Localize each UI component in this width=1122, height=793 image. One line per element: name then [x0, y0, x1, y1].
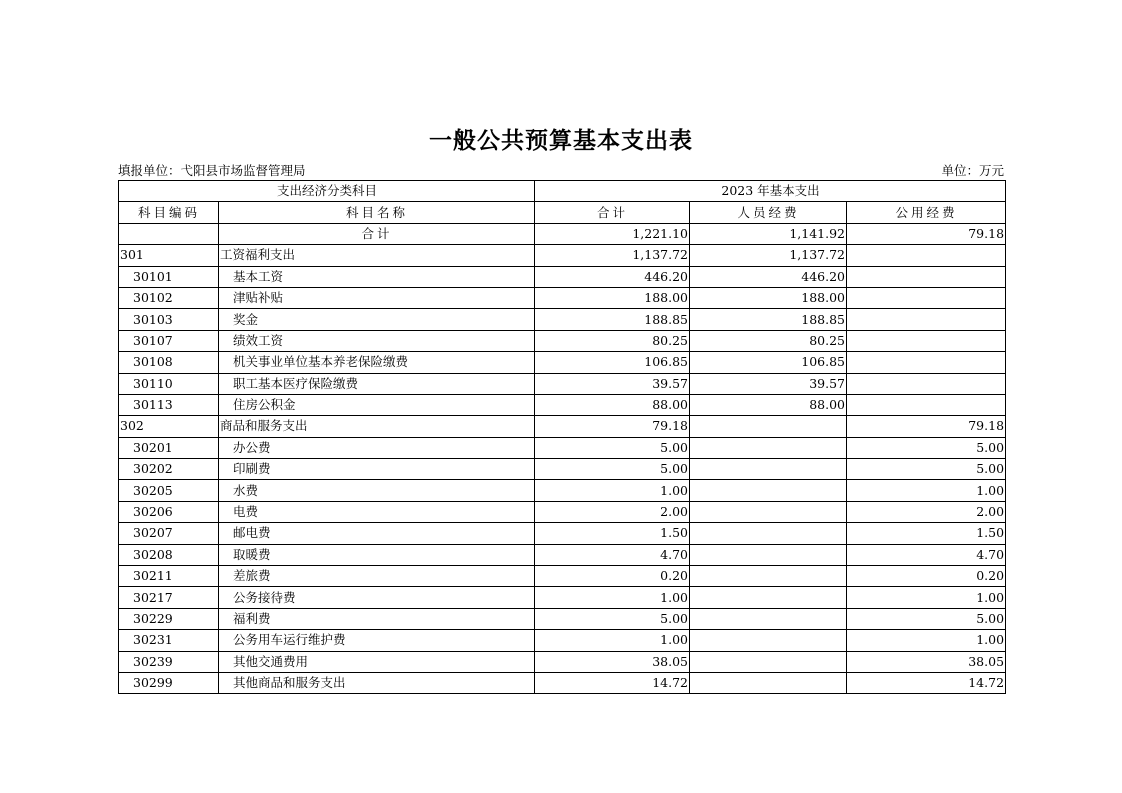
row-name: 水费	[219, 480, 535, 501]
header-personnel: 人员经费	[690, 202, 847, 223]
row-total: 188.00	[535, 287, 690, 308]
row-name: 商品和服务支出	[219, 416, 535, 437]
row-code: 30108	[119, 352, 219, 373]
row-personnel	[690, 459, 847, 480]
row-name: 职工基本医疗保险缴费	[219, 373, 535, 394]
total-code-cell	[119, 223, 219, 244]
total-public: 79.18	[847, 223, 1006, 244]
row-total: 446.20	[535, 266, 690, 287]
table-row	[119, 416, 1006, 437]
row-code: 30205	[119, 480, 219, 501]
row-code: 30113	[119, 394, 219, 415]
header-row-group	[119, 181, 1006, 202]
row-code: 30201	[119, 437, 219, 458]
row-total: 1.00	[535, 480, 690, 501]
row-name: 机关事业单位基本养老保险缴费	[219, 352, 535, 373]
row-personnel	[690, 416, 847, 437]
row-total: 0.20	[535, 566, 690, 587]
row-public	[847, 309, 1006, 330]
row-total: 39.57	[535, 373, 690, 394]
row-public	[847, 330, 1006, 351]
row-personnel	[690, 587, 847, 608]
header-row-columns	[119, 202, 1006, 223]
table-row	[119, 373, 1006, 394]
row-code: 30103	[119, 309, 219, 330]
row-total: 79.18	[535, 416, 690, 437]
row-code: 30229	[119, 608, 219, 629]
table-row	[119, 587, 1006, 608]
total-personnel: 1,141.92	[690, 223, 847, 244]
row-code: 30211	[119, 566, 219, 587]
header-code: 科目编码	[119, 202, 219, 223]
row-code: 30110	[119, 373, 219, 394]
row-public	[847, 394, 1006, 415]
header-economic-classification: 支出经济分类科目	[119, 181, 535, 202]
reporting-unit: 填报单位：弋阳县市场监督管理局	[118, 163, 306, 178]
row-personnel: 188.00	[690, 287, 847, 308]
row-name: 福利费	[219, 608, 535, 629]
row-personnel: 39.57	[690, 373, 847, 394]
row-public: 38.05	[847, 651, 1006, 672]
row-total: 1,137.72	[535, 245, 690, 266]
table-row	[119, 394, 1006, 415]
row-personnel	[690, 672, 847, 693]
row-code: 30102	[119, 287, 219, 308]
row-total: 88.00	[535, 394, 690, 415]
row-total: 5.00	[535, 608, 690, 629]
row-personnel: 1,137.72	[690, 245, 847, 266]
table-row	[119, 651, 1006, 672]
row-code: 30217	[119, 587, 219, 608]
row-public	[847, 352, 1006, 373]
row-public: 1.50	[847, 523, 1006, 544]
row-personnel	[690, 651, 847, 672]
header-total: 合计	[535, 202, 690, 223]
table-row	[119, 501, 1006, 522]
table-row	[119, 245, 1006, 266]
total-amount: 1,221.10	[535, 223, 690, 244]
row-personnel: 106.85	[690, 352, 847, 373]
row-name: 绩效工资	[219, 330, 535, 351]
table-row	[119, 459, 1006, 480]
row-name: 基本工资	[219, 266, 535, 287]
row-name: 其他商品和服务支出	[219, 672, 535, 693]
row-code: 30107	[119, 330, 219, 351]
row-total: 38.05	[535, 651, 690, 672]
row-personnel	[690, 523, 847, 544]
row-name: 印刷费	[219, 459, 535, 480]
row-public: 1.00	[847, 630, 1006, 651]
table-row	[119, 672, 1006, 693]
page-title: 一般公共预算基本支出表	[429, 128, 693, 154]
row-name: 差旅费	[219, 566, 535, 587]
row-name: 邮电费	[219, 523, 535, 544]
total-label: 合计	[219, 223, 535, 244]
row-total: 14.72	[535, 672, 690, 693]
table-row	[119, 608, 1006, 629]
row-personnel	[690, 566, 847, 587]
total-row	[119, 223, 1006, 244]
row-public: 2.00	[847, 501, 1006, 522]
row-name: 办公费	[219, 437, 535, 458]
row-public	[847, 287, 1006, 308]
row-public	[847, 373, 1006, 394]
table-row	[119, 480, 1006, 501]
currency-unit: 单位：万元	[941, 163, 1004, 178]
row-code: 30299	[119, 672, 219, 693]
row-code: 30101	[119, 266, 219, 287]
table-row	[119, 437, 1006, 458]
row-total: 1.50	[535, 523, 690, 544]
table-row	[119, 352, 1006, 373]
row-public: 5.00	[847, 459, 1006, 480]
row-public: 4.70	[847, 544, 1006, 565]
row-name: 公务用车运行维护费	[219, 630, 535, 651]
row-name: 取暖费	[219, 544, 535, 565]
table-row	[119, 287, 1006, 308]
row-total: 5.00	[535, 459, 690, 480]
row-code: 302	[119, 416, 219, 437]
row-personnel	[690, 608, 847, 629]
table-row	[119, 266, 1006, 287]
table-row	[119, 544, 1006, 565]
row-name: 津贴补贴	[219, 287, 535, 308]
row-personnel	[690, 480, 847, 501]
table-row	[119, 523, 1006, 544]
row-total: 188.85	[535, 309, 690, 330]
row-total: 106.85	[535, 352, 690, 373]
row-code: 30202	[119, 459, 219, 480]
row-public: 5.00	[847, 437, 1006, 458]
row-name: 奖金	[219, 309, 535, 330]
row-code: 301	[119, 245, 219, 266]
row-name: 工资福利支出	[219, 245, 535, 266]
row-code: 30239	[119, 651, 219, 672]
row-name: 其他交通费用	[219, 651, 535, 672]
table-row	[119, 330, 1006, 351]
row-public: 79.18	[847, 416, 1006, 437]
row-public: 1.00	[847, 480, 1006, 501]
row-name: 住房公积金	[219, 394, 535, 415]
row-total: 5.00	[535, 437, 690, 458]
row-personnel	[690, 544, 847, 565]
row-name: 公务接待费	[219, 587, 535, 608]
budget-table	[118, 180, 1006, 694]
row-code: 30206	[119, 501, 219, 522]
row-personnel: 188.85	[690, 309, 847, 330]
row-public: 5.00	[847, 608, 1006, 629]
row-personnel	[690, 501, 847, 522]
row-total: 1.00	[535, 587, 690, 608]
row-total: 1.00	[535, 630, 690, 651]
table-row	[119, 309, 1006, 330]
row-public	[847, 245, 1006, 266]
header-name: 科目名称	[219, 202, 535, 223]
row-total: 80.25	[535, 330, 690, 351]
row-personnel: 88.00	[690, 394, 847, 415]
row-personnel	[690, 630, 847, 651]
table-row	[119, 630, 1006, 651]
header-public: 公用经费	[847, 202, 1006, 223]
row-personnel	[690, 437, 847, 458]
row-public: 14.72	[847, 672, 1006, 693]
row-public	[847, 266, 1006, 287]
table-row	[119, 566, 1006, 587]
row-name: 电费	[219, 501, 535, 522]
row-personnel: 80.25	[690, 330, 847, 351]
row-total: 2.00	[535, 501, 690, 522]
row-public: 0.20	[847, 566, 1006, 587]
row-code: 30231	[119, 630, 219, 651]
row-public: 1.00	[847, 587, 1006, 608]
row-code: 30208	[119, 544, 219, 565]
row-total: 4.70	[535, 544, 690, 565]
header-basic-expenditure-year: 2023 年基本支出	[535, 181, 1006, 202]
row-personnel: 446.20	[690, 266, 847, 287]
row-code: 30207	[119, 523, 219, 544]
